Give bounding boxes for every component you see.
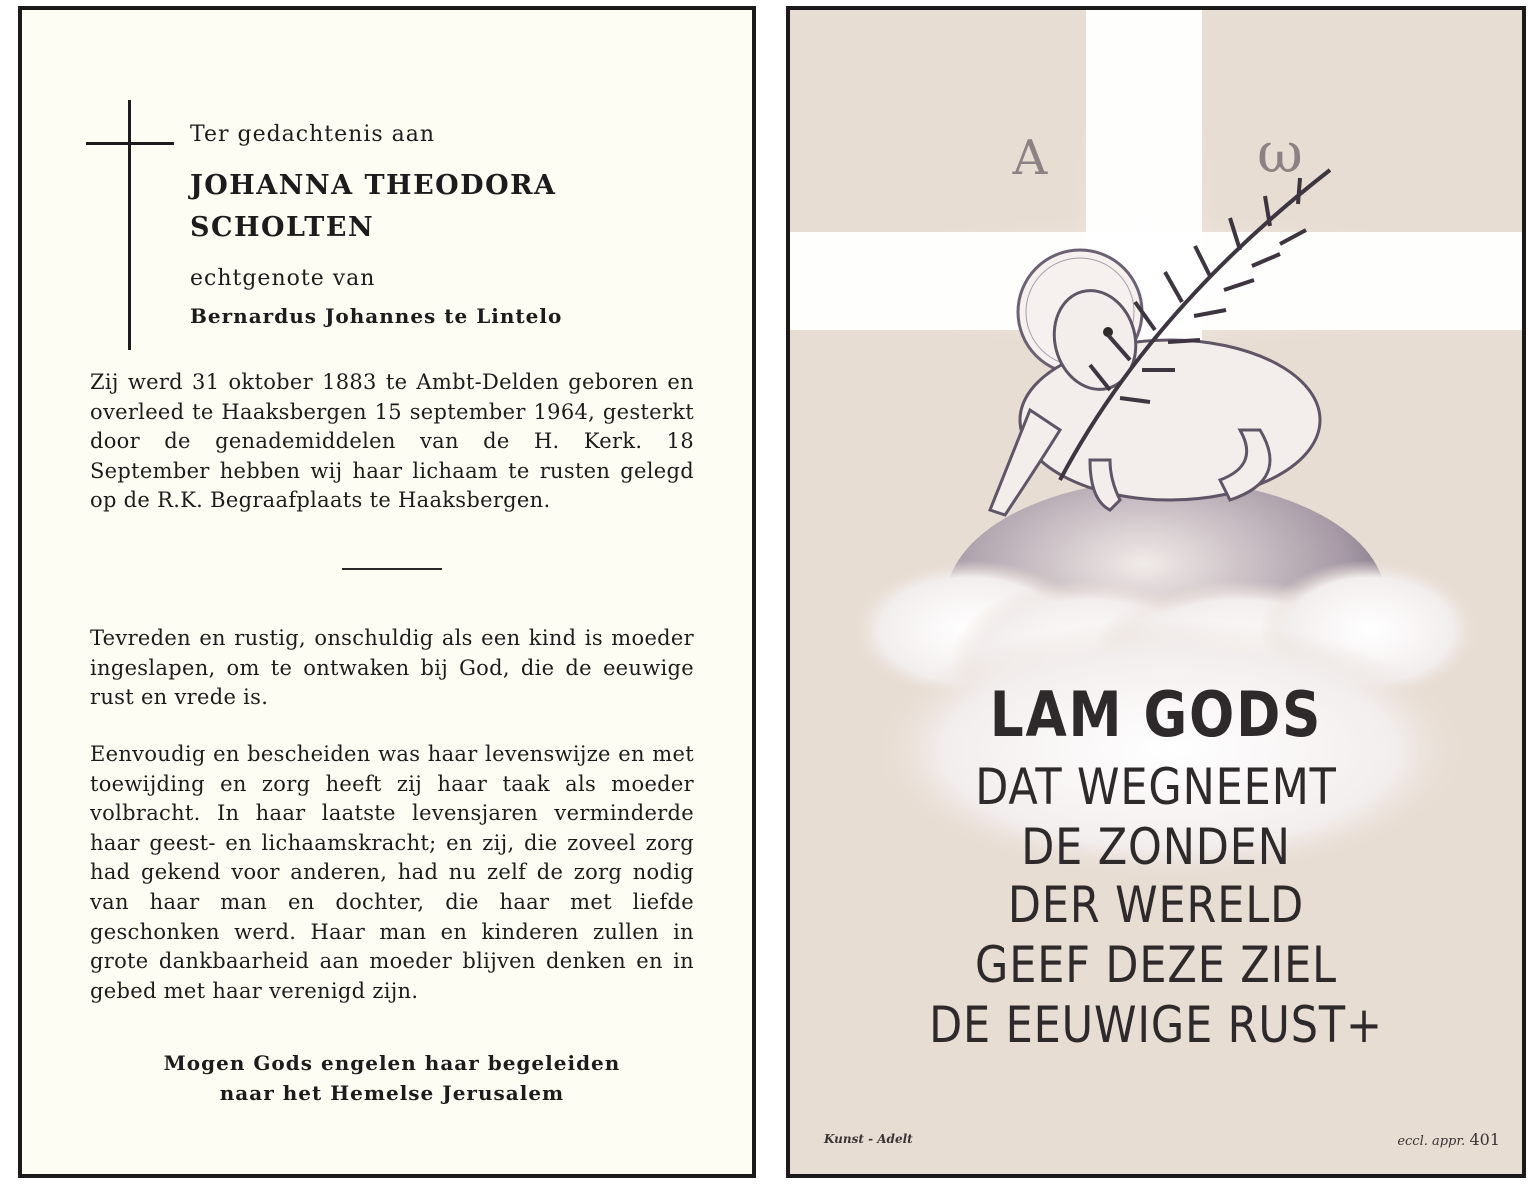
artist-credit: Kunst - Adelt (824, 1132, 913, 1146)
relation-text: echtgenote van (190, 266, 376, 291)
closing-line-2: naar het Hemelse Jerusalem (219, 1081, 565, 1105)
prayer-line-1: DAT WEGNEEMT (975, 758, 1337, 816)
deceased-name-line2: SCHOLTEN (190, 212, 375, 243)
prayer-line-2: DE ZONDEN (1021, 818, 1291, 876)
biography-paragraph: Zij werd 31 oktober 1883 te Ambt-Delden geboren en overleed te Haaksbergen 15 september 1964, gesterkt door de genademiddelen van de H. Kerk. 18 September hebben wij haar lichaam te rusten gelegd op de R.K. Begraafplaats te Haaksbergen. (90, 370, 694, 513)
approval-note (1397, 1130, 1500, 1149)
husband-name: Bernardus Johannes te Lintelo (190, 304, 563, 328)
prayer-line-4: GEEF DEZE ZIEL (975, 936, 1337, 994)
cross-icon-horizontal (86, 142, 174, 145)
closing-prayer (90, 1048, 694, 1108)
intro-text: Ter gedachtenis aan (190, 122, 436, 147)
prayer-line-3: DER WERELD (1007, 876, 1305, 934)
approval-label: eccl. appr. (1397, 1134, 1466, 1149)
character-paragraph: Eenvoudig en bescheiden was haar levenswijze en met toewijding en zorg heeft zij haar taak als moeder volbracht. In haar laatste levensjaren verminderde haar geest- en lichaamskracht; en zij, die zoveel zorg had gekend voor anderen, had nu zelf de zorg nodig van haar man en dochter, die haar met liefde geschonken werd. Haar man en kinderen zullen in grote dankbaarheid aan moeder blijven denken en in gebed met haar verenigd zijn. (90, 742, 694, 1003)
prayer-title: LAM GODS (989, 678, 1323, 751)
cross-icon-vertical (128, 100, 131, 350)
deceased-name-line1: JOHANNA THEODORA (190, 170, 557, 201)
rest-paragraph: Tevreden en rustig, onschuldig als een kind is moeder ingeslapen, om te ontwaken bij God, die de eeuwige rust en vrede is. (90, 626, 694, 710)
approval-number: 401 (1469, 1130, 1500, 1149)
prayer-line-5: DE EEUWIGE RUST+ (929, 996, 1383, 1054)
memorial-text-card (18, 6, 756, 1178)
closing-line-1: Mogen Gods engelen haar begeleiden (163, 1051, 621, 1075)
devotional-image-card (786, 6, 1526, 1178)
divider (342, 568, 442, 570)
alpha-symbol: A (1012, 130, 1048, 186)
omega-symbol: ω (1257, 121, 1303, 186)
